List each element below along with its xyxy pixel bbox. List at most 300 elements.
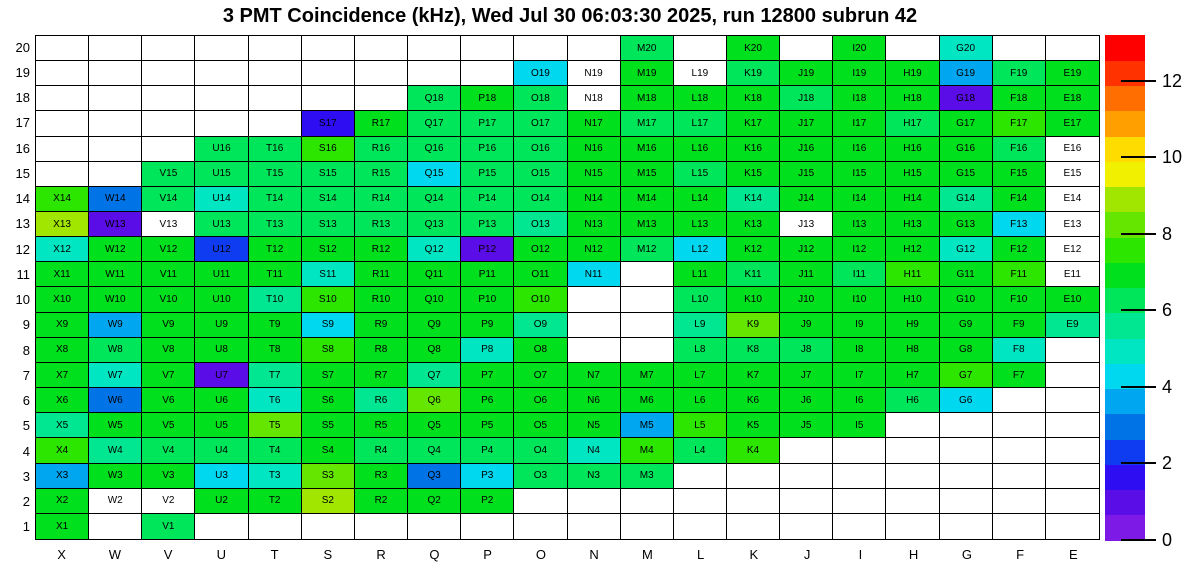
heatmap-cell	[89, 464, 142, 489]
heatmap-cell	[886, 36, 939, 61]
cell-label: P17	[478, 118, 497, 130]
heatmap-cell	[195, 338, 248, 363]
cell-label: U5	[215, 419, 228, 431]
heatmap-cell	[142, 287, 195, 312]
heatmap-cell	[886, 237, 939, 262]
heatmap-cell	[355, 262, 408, 287]
heatmap-cell	[833, 36, 886, 61]
x-axis-label: O	[535, 547, 546, 562]
cell-label: P15	[478, 168, 497, 180]
heatmap-cell	[940, 438, 993, 463]
cell-label: L6	[694, 394, 706, 406]
heatmap-cell	[727, 413, 780, 438]
heatmap-cell	[249, 514, 302, 539]
cell-label: Q17	[424, 118, 444, 130]
heatmap-cell	[195, 162, 248, 187]
cell-label: G13	[956, 218, 976, 230]
cell-label: L5	[694, 419, 706, 431]
heatmap-cell	[833, 137, 886, 162]
heatmap-cell	[142, 212, 195, 237]
heatmap-cell	[568, 287, 621, 312]
cell-label: T3	[268, 470, 281, 482]
cell-label: I6	[855, 394, 864, 406]
heatmap-cell	[727, 363, 780, 388]
heatmap-cell	[727, 438, 780, 463]
cell-label: J8	[800, 344, 812, 356]
cell-label: K17	[744, 118, 762, 130]
heatmap-cell	[993, 464, 1046, 489]
heatmap-cell	[621, 212, 674, 237]
cell-label: O10	[530, 294, 550, 306]
cell-label: U11	[212, 268, 231, 280]
heatmap-cell	[514, 287, 567, 312]
heatmap-cell	[461, 313, 514, 338]
heatmap-cell	[36, 137, 89, 162]
cell-label: G8	[958, 344, 973, 356]
heatmap-cell	[36, 212, 89, 237]
heatmap-cell	[195, 237, 248, 262]
heatmap-cell	[1046, 237, 1099, 262]
cell-label: V14	[159, 193, 178, 205]
heatmap-cell	[514, 363, 567, 388]
cell-label: N13	[584, 218, 603, 230]
heatmap-cell	[833, 262, 886, 287]
heatmap-cell	[833, 61, 886, 86]
x-axis-label: S	[323, 547, 333, 562]
cell-label: N14	[584, 193, 603, 205]
cell-label: I17	[852, 118, 867, 130]
heatmap-cell	[36, 489, 89, 514]
cell-label: Q3	[427, 470, 441, 482]
heatmap-cell	[886, 86, 939, 111]
cell-label: Q6	[427, 394, 441, 406]
heatmap-cell	[780, 237, 833, 262]
heatmap-cell	[249, 489, 302, 514]
cell-label: T11	[266, 268, 283, 280]
heatmap-cell	[461, 438, 514, 463]
heatmap-cell	[514, 388, 567, 413]
cell-label: Q14	[424, 193, 444, 205]
cell-label: N5	[587, 419, 600, 431]
colorbar-tick-label: 8	[1162, 223, 1173, 244]
heatmap-cell	[727, 388, 780, 413]
heatmap-cell	[36, 338, 89, 363]
heatmap-cell	[142, 338, 195, 363]
cell-label: M17	[636, 118, 657, 130]
heatmap-cell	[833, 388, 886, 413]
y-axis-label: 3	[22, 468, 30, 484]
heatmap-cell	[302, 262, 355, 287]
heatmap-cell	[89, 262, 142, 287]
cell-label: Q11	[425, 268, 444, 280]
cell-label: K9	[746, 319, 760, 331]
cell-label: N6	[587, 394, 600, 406]
heatmap-cell	[940, 313, 993, 338]
x-axis-label: X	[57, 547, 66, 562]
cell-label: O16	[530, 143, 550, 155]
heatmap-cell	[142, 86, 195, 111]
cell-label: F14	[1010, 193, 1028, 205]
x-axis-label: V	[163, 547, 173, 562]
cell-label: P9	[481, 319, 494, 331]
cell-label: R11	[372, 268, 390, 280]
heatmap-cell	[727, 287, 780, 312]
cell-label: M12	[636, 243, 657, 255]
cell-label: L14	[691, 193, 709, 205]
cell-label: O15	[530, 168, 550, 180]
heatmap-cell	[249, 287, 302, 312]
cell-label: J12	[798, 243, 815, 255]
heatmap-cell	[1046, 514, 1099, 539]
cell-label: G7	[958, 369, 973, 381]
heatmap-cell	[36, 388, 89, 413]
heatmap-cell	[89, 187, 142, 212]
cell-label: L19	[691, 67, 709, 79]
cell-label: M6	[639, 394, 654, 406]
heatmap-cell	[833, 514, 886, 539]
cell-label: K6	[746, 394, 760, 406]
heatmap-cell	[302, 36, 355, 61]
cell-label: E18	[1063, 92, 1082, 104]
cell-label: I15	[852, 168, 867, 180]
heatmap-cell	[886, 338, 939, 363]
cell-label: Q18	[424, 92, 444, 104]
heatmap-cell	[302, 212, 355, 237]
heatmap-cell	[568, 61, 621, 86]
cell-label: F7	[1012, 369, 1025, 381]
heatmap-cell	[461, 187, 514, 212]
cell-label: W14	[104, 193, 126, 205]
heatmap-cell	[886, 413, 939, 438]
heatmap-cell	[408, 313, 461, 338]
cell-label: F12	[1010, 243, 1028, 255]
cell-label: R6	[374, 394, 388, 406]
heatmap-cell	[408, 464, 461, 489]
cell-label: V4	[162, 444, 175, 456]
heatmap-cell	[621, 287, 674, 312]
heatmap-cell	[195, 187, 248, 212]
heatmap-cell	[195, 262, 248, 287]
x-axis-label: N	[589, 547, 599, 562]
heatmap-cell	[89, 363, 142, 388]
colorbar-band	[1105, 237, 1145, 263]
cell-label: O13	[530, 218, 550, 230]
heatmap-cell	[514, 187, 567, 212]
heatmap-cell	[568, 262, 621, 287]
cell-label: F8	[1012, 344, 1025, 356]
heatmap-cell	[195, 137, 248, 162]
heatmap-cell	[89, 212, 142, 237]
heatmap-cell	[195, 287, 248, 312]
heatmap-cell	[674, 388, 727, 413]
cell-label: R7	[374, 369, 388, 381]
heatmap-cell	[355, 338, 408, 363]
cell-label: X13	[53, 218, 71, 230]
colorbar-tick-label: 12	[1162, 70, 1183, 91]
cell-label: F13	[1010, 218, 1028, 230]
cell-label: S2	[321, 495, 334, 507]
cell-label: U10	[212, 294, 231, 306]
heatmap-cell	[886, 187, 939, 212]
cell-label: V13	[159, 218, 178, 230]
heatmap-cell	[249, 262, 302, 287]
x-axis-label: G	[961, 547, 972, 562]
cell-label: O11	[531, 268, 550, 280]
cell-label: L17	[691, 118, 709, 130]
heatmap-cell	[1046, 212, 1099, 237]
heatmap-cell	[195, 489, 248, 514]
heatmap-cell	[568, 187, 621, 212]
cell-label: S13	[318, 218, 337, 230]
cell-label: W12	[104, 243, 126, 255]
heatmap-cell	[780, 212, 833, 237]
cell-label: X9	[55, 319, 69, 331]
colorbar-band	[1105, 262, 1145, 288]
cell-label: P16	[478, 143, 497, 155]
cell-label: W4	[107, 444, 123, 456]
cell-label: H16	[903, 143, 922, 155]
heatmap-cell	[461, 111, 514, 136]
heatmap-cell	[727, 212, 780, 237]
colorbar-tick	[1121, 386, 1156, 388]
heatmap-cell	[249, 61, 302, 86]
cell-label: H15	[903, 168, 922, 180]
colorbar-band	[1105, 338, 1145, 364]
cell-label: U14	[212, 193, 231, 205]
cell-label: U12	[212, 243, 231, 255]
cell-label: M13	[636, 218, 657, 230]
y-axis-label: 6	[22, 393, 30, 409]
heatmap-cell	[514, 464, 567, 489]
cell-label: V7	[162, 369, 175, 381]
cell-label: M5	[639, 419, 654, 431]
cell-label: L8	[694, 344, 706, 356]
heatmap-cell	[780, 287, 833, 312]
y-axis-label: 9	[22, 317, 30, 333]
cell-label: H9	[906, 319, 919, 331]
cell-label: S6	[321, 394, 334, 406]
heatmap-cell	[302, 514, 355, 539]
heatmap-cell	[1046, 187, 1099, 212]
cell-label: V6	[162, 394, 175, 406]
heatmap-cell	[940, 464, 993, 489]
cell-label: T6	[268, 394, 281, 406]
cell-label: H10	[903, 294, 922, 306]
heatmap-cell	[940, 388, 993, 413]
heatmap-cell	[142, 363, 195, 388]
cell-label: X11	[53, 268, 71, 280]
heatmap-cell	[940, 61, 993, 86]
heatmap-cell	[142, 36, 195, 61]
cell-label: N16	[584, 143, 603, 155]
cell-label: T4	[268, 444, 281, 456]
cell-label: T15	[266, 168, 284, 180]
cell-label: O7	[533, 369, 548, 381]
cell-label: G12	[956, 243, 976, 255]
cell-label: E17	[1063, 118, 1082, 130]
heatmap-cell	[302, 338, 355, 363]
heatmap-cell	[886, 514, 939, 539]
cell-label: U7	[215, 369, 228, 381]
heatmap-cell	[355, 363, 408, 388]
cell-label: H19	[903, 67, 922, 79]
heatmap-cell	[36, 36, 89, 61]
heatmap-cell	[568, 313, 621, 338]
heatmap-cell	[195, 363, 248, 388]
heatmap-cell	[249, 338, 302, 363]
cell-label: W6	[107, 394, 123, 406]
cell-label: N11	[584, 268, 603, 280]
heatmap-cell	[514, 162, 567, 187]
cell-label: V15	[159, 168, 178, 180]
cell-label: T14	[266, 193, 284, 205]
cell-label: M19	[636, 67, 657, 79]
heatmap-cell	[833, 287, 886, 312]
cell-label: K13	[744, 218, 762, 230]
heatmap-cell	[940, 36, 993, 61]
cell-label: E16	[1063, 143, 1082, 155]
cell-label: G14	[956, 193, 976, 205]
heatmap-cell	[514, 262, 567, 287]
heatmap-cell	[940, 212, 993, 237]
heatmap-cell	[461, 413, 514, 438]
cell-label: M4	[639, 444, 654, 456]
cell-label: X8	[55, 344, 69, 356]
heatmap-cell	[195, 438, 248, 463]
cell-label: I16	[852, 143, 867, 155]
heatmap-cell	[568, 162, 621, 187]
cell-label: S9	[321, 319, 334, 331]
heatmap-cell	[142, 489, 195, 514]
heatmap-cell	[568, 111, 621, 136]
cell-label: M20	[636, 42, 657, 54]
heatmap-cell	[355, 187, 408, 212]
heatmap-cell	[993, 162, 1046, 187]
colorbar-tick-label: 10	[1162, 147, 1183, 168]
heatmap-cell	[886, 489, 939, 514]
cell-label: P6	[481, 394, 494, 406]
cell-label: E14	[1063, 193, 1082, 205]
cell-label: R12	[371, 243, 391, 255]
heatmap-cell	[727, 489, 780, 514]
heatmap-cell	[780, 187, 833, 212]
heatmap-cell	[568, 514, 621, 539]
y-axis-label: 8	[22, 342, 30, 358]
cell-label: L9	[694, 319, 706, 331]
heatmap-cell	[1046, 162, 1099, 187]
heatmap-cell	[940, 111, 993, 136]
heatmap-cell	[408, 61, 461, 86]
heatmap-cell	[674, 489, 727, 514]
heatmap-cell	[142, 464, 195, 489]
heatmap-cell	[461, 86, 514, 111]
cell-label: O3	[533, 470, 548, 482]
heatmap-cell	[36, 262, 89, 287]
heatmap-cell	[727, 36, 780, 61]
cell-label: I12	[852, 243, 867, 255]
heatmap-cell	[886, 162, 939, 187]
cell-label: F15	[1010, 168, 1028, 180]
heatmap-cell	[568, 86, 621, 111]
heatmap-cell	[780, 61, 833, 86]
heatmap-cell	[36, 514, 89, 539]
cell-label: T13	[266, 218, 284, 230]
colorbar-band	[1105, 515, 1145, 541]
heatmap-cell	[727, 111, 780, 136]
cell-label: T5	[268, 419, 281, 431]
heatmap-cell	[89, 413, 142, 438]
x-axis-label: E	[1069, 547, 1078, 562]
cell-label: W2	[107, 495, 123, 507]
cell-label: O17	[530, 118, 550, 130]
cell-label: I18	[852, 92, 867, 104]
cell-label: I19	[852, 67, 867, 79]
colorbar-tick-label: 6	[1162, 300, 1173, 321]
heatmap-cell	[993, 212, 1046, 237]
cell-label: J5	[800, 419, 812, 431]
colorbar-band	[1105, 35, 1145, 61]
heatmap-cell	[886, 363, 939, 388]
cell-label: N3	[587, 470, 600, 482]
heatmap-cell	[940, 137, 993, 162]
cell-label: X5	[55, 419, 69, 431]
cell-label: K10	[744, 294, 762, 306]
heatmap-cell	[993, 413, 1046, 438]
cell-label: O6	[533, 394, 548, 406]
heatmap-cell	[195, 413, 248, 438]
cell-label: P14	[478, 193, 497, 205]
heatmap-cell	[461, 61, 514, 86]
cell-label: Q9	[427, 319, 441, 331]
heatmap-cell	[408, 137, 461, 162]
cell-label: X12	[53, 243, 71, 255]
cell-label: L4	[694, 444, 706, 456]
cell-label: L12	[691, 243, 709, 255]
cell-label: G6	[958, 394, 973, 406]
x-axis-label: P	[483, 547, 492, 562]
heatmap-cell	[568, 137, 621, 162]
heatmap-cell	[36, 111, 89, 136]
colorbar-band	[1105, 439, 1145, 465]
heatmap-cell	[461, 363, 514, 388]
heatmap-cell	[461, 137, 514, 162]
cell-label: H13	[903, 218, 922, 230]
heatmap-cell	[249, 137, 302, 162]
cell-label: S16	[318, 143, 337, 155]
x-axis-label: K	[749, 547, 759, 562]
heatmap-cell	[886, 438, 939, 463]
heatmap-cell	[833, 212, 886, 237]
heatmap-cell	[993, 363, 1046, 388]
heatmap-cell	[408, 86, 461, 111]
heatmap-cell	[142, 111, 195, 136]
cell-label: N18	[584, 92, 603, 104]
heatmap-cell	[514, 413, 567, 438]
heatmap-cell	[302, 489, 355, 514]
heatmap-cell	[780, 262, 833, 287]
y-axis-label: 13	[15, 216, 30, 232]
heatmap-cell	[674, 464, 727, 489]
heatmap-cell	[195, 388, 248, 413]
heatmap-cell	[780, 36, 833, 61]
heatmap-cell	[514, 338, 567, 363]
heatmap-cell	[249, 187, 302, 212]
cell-label: F9	[1012, 319, 1025, 331]
heatmap-cell	[727, 162, 780, 187]
cell-label: O18	[530, 92, 550, 104]
cell-label: P8	[481, 344, 494, 356]
heatmap-cell	[833, 111, 886, 136]
